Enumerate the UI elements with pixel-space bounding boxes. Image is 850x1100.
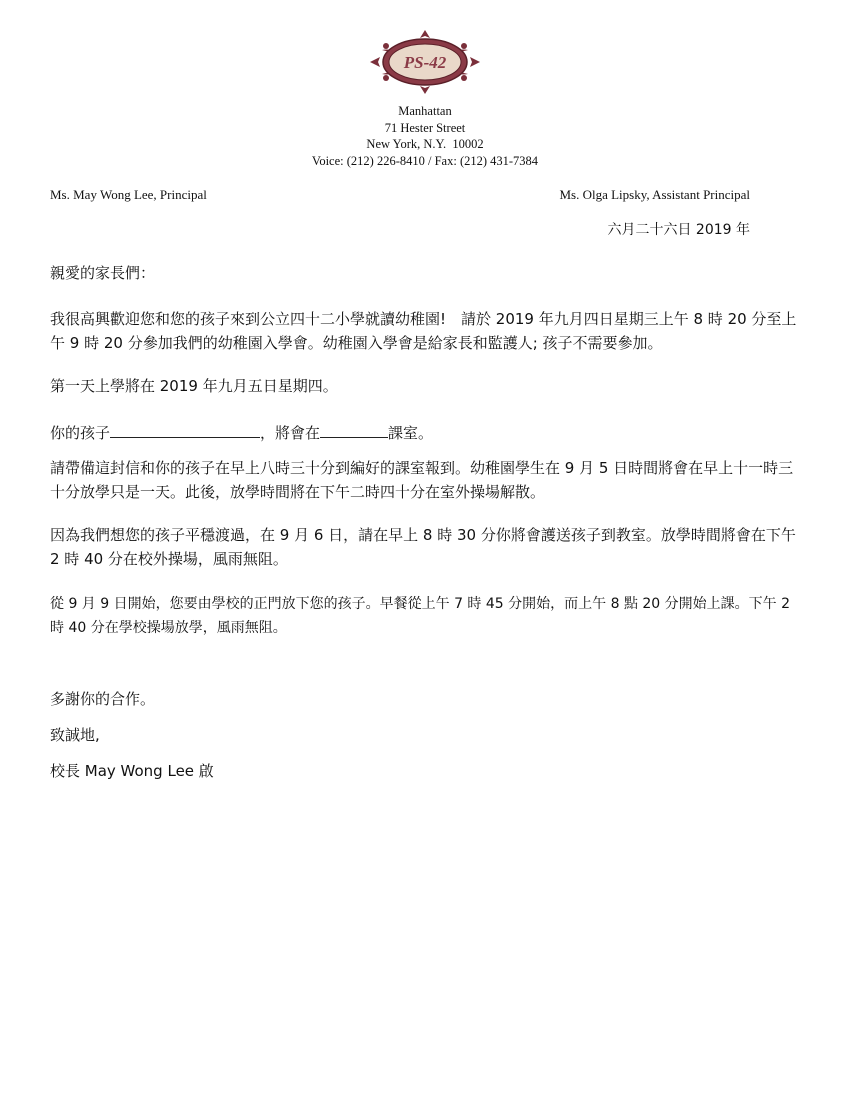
address-line-city: New York, N.Y. 10002 — [366, 137, 484, 151]
greeting: 親愛的家長們： — [50, 264, 156, 282]
paragraph-classroom — [50, 421, 800, 445]
closing-line: 致誠地, — [50, 726, 100, 744]
address-line-phone: Voice: (212) 226-8410 / Fax: (212) 431-7384 — [311, 153, 539, 168]
classroom-text-end: 課室。 — [388, 424, 434, 442]
letter-date: 六月二十六日 2019 年 — [607, 222, 750, 238]
thanks-line: 多謝你的合作。 — [50, 690, 156, 708]
school-address — [0, 103, 850, 169]
paragraph-dismissal: 請帶備這封信和你的孩子在早上八時三十分到編好的課室報到。幼稚園學生在 9 月 5 日時間將會在早上十一時三十分放學只是一天。此後，放學時間將在下午二時四十分在室外操場解散。 — [50, 459, 794, 501]
school-logo — [368, 28, 482, 96]
address-line-borough: Manhattan — [398, 104, 452, 118]
address-line-street: 71 Hester Street — [384, 120, 466, 135]
child-name-blank — [110, 423, 260, 438]
paragraph-first-day: 第一天上學將在 2019 年九月五日星期四。 — [50, 377, 338, 395]
principal-name: Ms. May Wong Lee, Principal — [50, 187, 207, 202]
assistant-principal-name: Ms. Olga Lipsky, Assistant Principal — [559, 187, 750, 202]
signature-line: 校長 May Wong Lee 啟 — [50, 762, 214, 780]
logo-text: PS-42 — [403, 53, 447, 72]
classroom-text-middle: ，將會在 — [260, 424, 321, 442]
paragraph-drop-off: 從 9 月 9 日開始，您要由學校的正門放下您的孩子。早餐從上午 7 時 45 分開始，而上午 8 點 20 分開始上課。下午 2 時 40 分在學校操場放學，風雨無阻。 — [50, 596, 791, 636]
paragraph-escort: 因為我們想您的孩子平穩渡過，在 9 月 6 日，請在早上 8 時 30 分你將會護送孩子到教室。放學時間將會在下午 2 時 40 分在校外操場，風雨無阻。 — [50, 526, 796, 568]
classroom-text-start: 你的孩子 — [50, 424, 111, 442]
classroom-blank — [320, 423, 388, 438]
paragraph-orientation: 我很高興歡迎您和您的孩子來到公立四十二小學就讀幼稚園! 請於 2019 年九月四日星期三上午 8 時 20 分至上午 9 時 20 分參加我們的幼稚園入學會。幼稚園入學會是給家長和監護人; 孩子不需要參加。 — [50, 310, 797, 352]
